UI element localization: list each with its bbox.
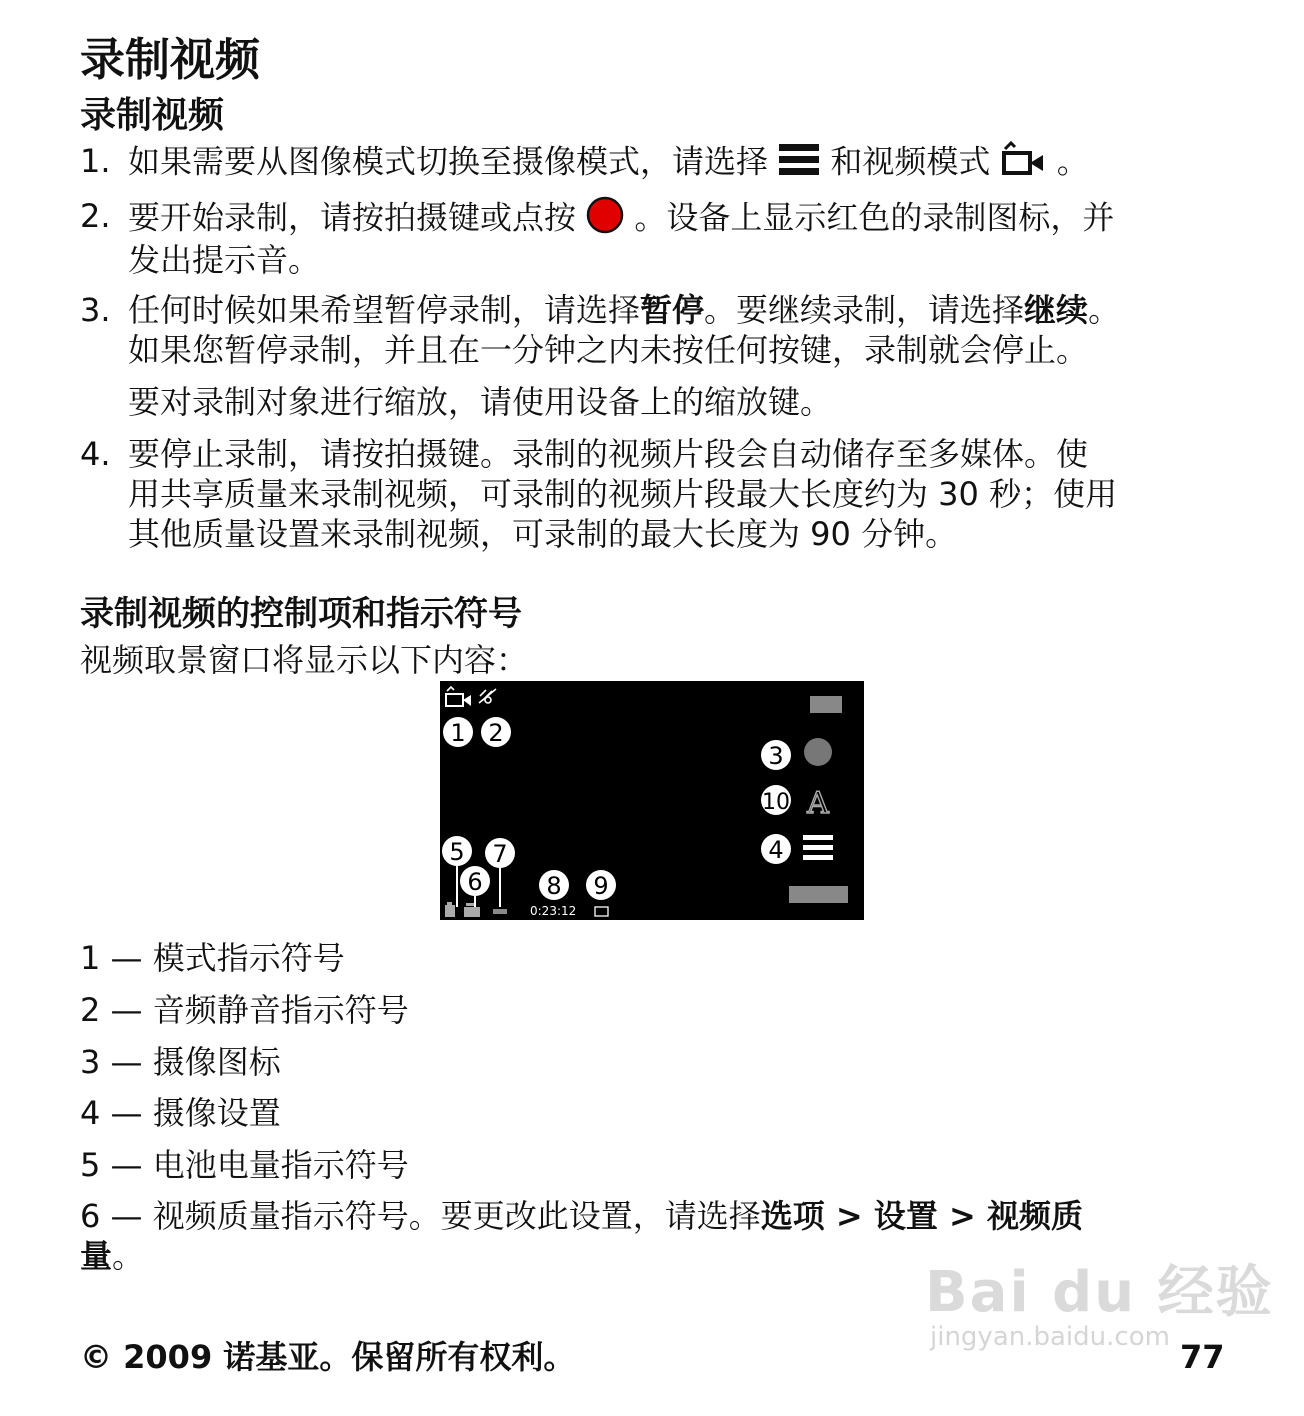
settings-icon	[803, 835, 833, 860]
legend-item-2: 2 — 音频静音指示符号	[80, 991, 409, 1029]
step-1-text-mid: 和视频模式	[830, 142, 991, 181]
svg-text:1: 1	[450, 719, 466, 747]
callout-6	[460, 866, 490, 896]
callout-8	[539, 870, 569, 900]
legend-6-text: 6 — 视频质量指示符号。要更改此设置，请选择	[80, 1197, 761, 1235]
step-4-line2: 用共享质量来录制视频，可录制的视频片段最大长度约为 30 秒；使用	[128, 475, 1118, 513]
svg-text:2: 2	[488, 719, 504, 747]
audio-mute-icon	[479, 689, 496, 703]
path-separator: >	[937, 1197, 987, 1235]
legend-item-3: 3 — 摄像图标	[80, 1043, 281, 1081]
mode-indicator-icon	[446, 687, 471, 706]
svg-text:3: 3	[768, 742, 784, 770]
step-2-text-end: 。设备上显示红色的录制图标，并	[634, 198, 1115, 237]
legend-item-4: 4 — 摄像设置	[80, 1094, 281, 1132]
continue-option: 继续	[1024, 291, 1089, 329]
step-4-line3: 其他质量设置来录制视频，可录制的最大长度为 90 分钟。	[128, 515, 958, 553]
flash-mode-icon: A	[807, 786, 829, 821]
callout-1	[443, 717, 473, 747]
step-2-line2: 发出提示音。	[128, 241, 321, 279]
callout-10	[761, 785, 791, 815]
settings-menu-path: 设置	[873, 1197, 938, 1235]
legend-item-6	[80, 1196, 1083, 1236]
pause-option: 暂停	[640, 291, 705, 329]
baidu-watermark: Bai du 经验	[925, 1260, 1274, 1325]
top-right-soft-key	[810, 696, 842, 713]
step-1-end: 。	[1056, 142, 1089, 181]
legend-item-1: 1 — 模式指示符号	[80, 939, 345, 977]
options-menu-path: 选项	[760, 1197, 825, 1235]
menu-icon	[778, 141, 820, 186]
step-3-note: 要对录制对象进行缩放，请使用设备上的缩放键。	[128, 383, 833, 421]
callout-2	[481, 717, 511, 747]
step-3-end: 。	[1088, 291, 1121, 329]
legend-item-5: 5 — 电池电量指示符号	[80, 1146, 409, 1184]
step-number: 4.	[80, 435, 111, 473]
video-viewfinder	[440, 681, 864, 920]
recording-timer: 0:23:12	[530, 904, 577, 918]
step-number: 3.	[80, 291, 111, 329]
video-quality-menu-path: 视频质	[986, 1197, 1083, 1235]
step-number: 2.	[80, 197, 111, 235]
legend-item-6-line2	[80, 1236, 144, 1276]
step-number: 1.	[80, 142, 111, 180]
section-intro: 视频取景窗口将显示以下内容：	[80, 641, 529, 679]
storage-indicator-icon	[493, 909, 507, 914]
section-title: 录制视频	[80, 95, 225, 136]
svg-text:5: 5	[449, 838, 465, 866]
video-camera-icon	[1001, 141, 1047, 186]
callout-9	[586, 870, 616, 900]
svg-text:6: 6	[467, 868, 483, 896]
page-title: 录制视频	[80, 33, 261, 86]
svg-text:9: 9	[593, 872, 609, 900]
step-2-text: 要开始录制，请按拍摄键或点按	[128, 198, 577, 237]
callout-7	[485, 838, 515, 868]
video-quality-icon	[464, 903, 480, 917]
step-2-line1	[128, 196, 1114, 243]
capture-icon	[804, 738, 832, 766]
step-4-line1: 要停止录制，请按拍摄键。录制的视频片段会自动储存至多媒体。使	[128, 435, 1089, 473]
watermark-url: jingyan.baidu.com	[930, 1322, 1170, 1352]
bottom-right-soft-key	[789, 886, 848, 903]
video-quality-menu-path-end: 量	[80, 1237, 113, 1275]
viewfinder-illustration	[440, 681, 864, 920]
step-1	[128, 141, 1089, 186]
step-3-line1	[128, 290, 1120, 330]
svg-text:4: 4	[768, 836, 784, 864]
record-button-icon	[586, 196, 624, 243]
step-3-text-b: 。要继续录制，请选择	[704, 291, 1025, 329]
callout-4	[761, 834, 791, 864]
svg-text:8: 8	[546, 872, 562, 900]
section-heading: 录制视频的控制项和指示符号	[80, 594, 522, 634]
page-number: 77	[1180, 1338, 1225, 1376]
step-3-text: 任何时候如果希望暂停录制，请选择	[128, 291, 641, 329]
svg-text:7: 7	[492, 840, 508, 868]
step-3-line2: 如果您暂停录制，并且在一分钟之内未按任何按键，录制就会停止。	[128, 331, 1089, 369]
legend-6-end: 。	[112, 1237, 145, 1275]
step-1-text: 如果需要从图像模式切换至摄像模式，请选择	[128, 142, 769, 181]
memory-card-icon	[595, 907, 608, 916]
battery-indicator-icon	[445, 902, 455, 917]
path-separator: >	[824, 1197, 874, 1235]
svg-text:10: 10	[762, 790, 790, 815]
copyright-footer: © 2009 诺基亚。保留所有权利。	[80, 1338, 576, 1376]
callout-3	[761, 740, 791, 770]
callout-5	[442, 836, 472, 866]
